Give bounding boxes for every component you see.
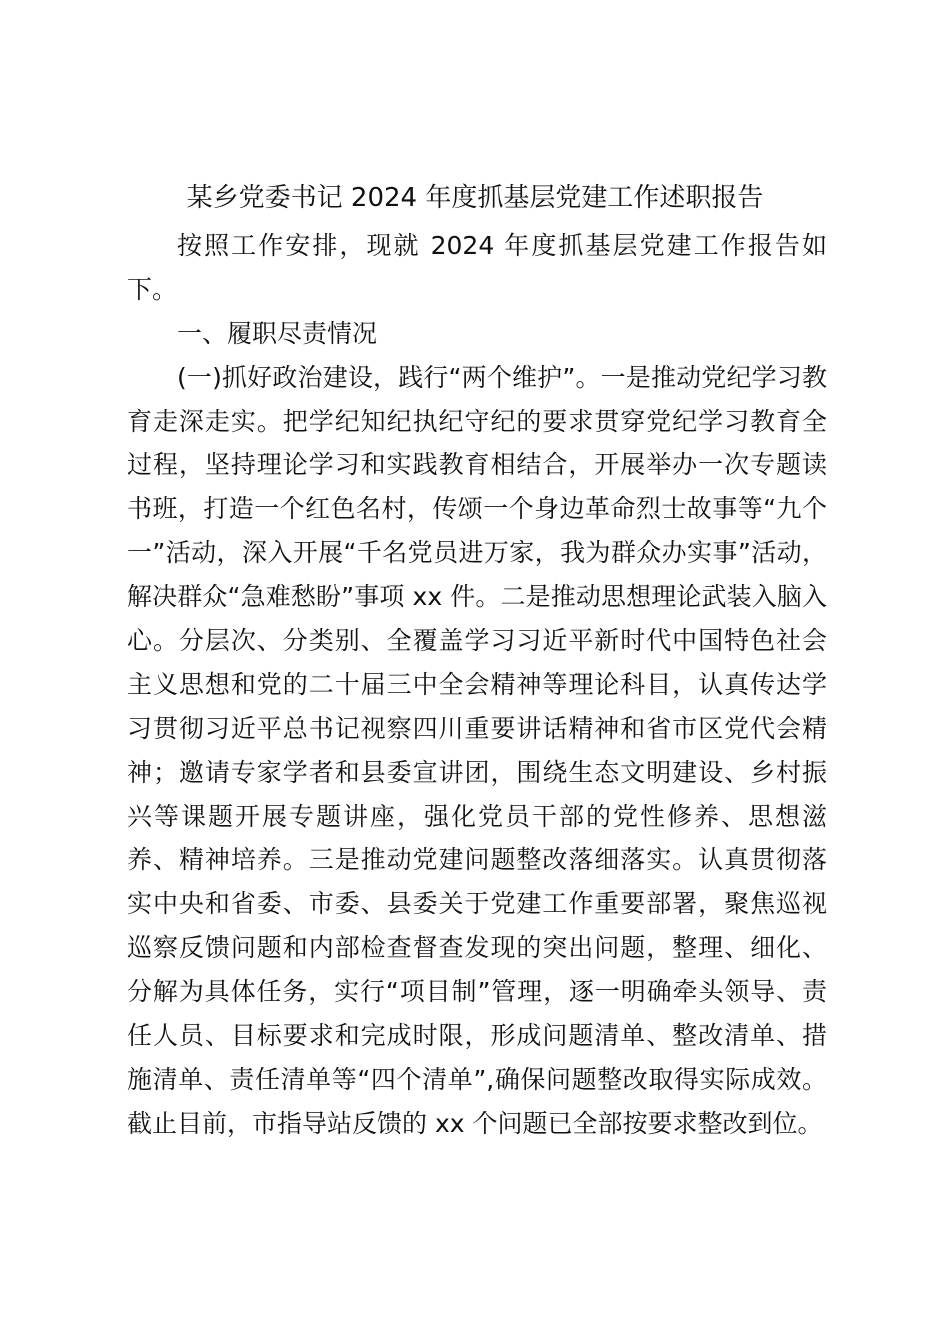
paragraph-line: 任人员、目标要求和完成时限，形成问题清单、整改清单、措 xyxy=(127,1021,827,1051)
paragraph-line: 养、精神培养。三是推动党建问题整改落细落实。认真贯彻落 xyxy=(127,845,827,875)
paragraph-line: (一)抓好政治建设，践行“两个维护”。一是推动党纪学习教 xyxy=(177,362,827,392)
paragraph-line: 一”活动，深入开展“千名党员进万家，我为群众办实事”活动， xyxy=(127,538,827,568)
paragraph-line: 习贯彻习近平总书记视察四川重要讲话精神和省市区党代会精 xyxy=(127,713,827,743)
section-heading: 一、履职尽责情况 xyxy=(177,318,378,348)
paragraph-line: 分解为具体任务，实行“项目制”管理，逐一明确牵头领导、责 xyxy=(127,977,827,1007)
paragraph-line: 过程，坚持理论学习和实践教育相结合，开展举办一次专题读 xyxy=(127,450,827,480)
paragraph-line: 实中央和省委、市委、县委关于党建工作重要部署，聚焦巡视 xyxy=(127,889,827,919)
paragraph-line: 神；邀请专家学者和县委宣讲团，围绕生态文明建设、乡村振 xyxy=(127,757,827,787)
document-title: 某乡党委书记 2024 年度抓基层党建工作述职报告 xyxy=(186,183,764,213)
intro-line: 下。 xyxy=(127,274,178,304)
paragraph-line: 截止目前，市指导站反馈的 xx 个问题已全部按要求整改到位。 xyxy=(127,1108,823,1138)
paragraph-line: 主义思想和党的二十届三中全会精神等理论科目，认真传达学 xyxy=(127,669,827,699)
paragraph-line: 巡察反馈问题和内部检查督查发现的突出问题，整理、细化、 xyxy=(127,933,827,963)
paragraph-line: 育走深走实。把学纪知纪执纪守纪的要求贯穿党纪学习教育全 xyxy=(127,406,827,436)
document-body xyxy=(127,224,827,1146)
paragraph-line: 书班，打造一个红色名村，传颂一个身边革命烈士故事等“九个 xyxy=(127,494,827,524)
paragraph-line: 解决群众“急难愁盼”事项 xx 件。二是推动思想理论武装入脑入 xyxy=(127,582,827,612)
paragraph-line: 心。分层次、分类别、全覆盖学习习近平新时代中国特色社会 xyxy=(127,626,827,656)
paragraph-line: 兴等课题开展专题讲座，强化党员干部的党性修养、思想滋 xyxy=(127,801,827,831)
paragraph-line: 施清单、责任清单等“四个清单”,确保问题整改取得实际成效。 xyxy=(127,1064,827,1094)
intro-line: 按照工作安排，现就 2024 年度抓基层党建工作报告如 xyxy=(177,231,827,260)
